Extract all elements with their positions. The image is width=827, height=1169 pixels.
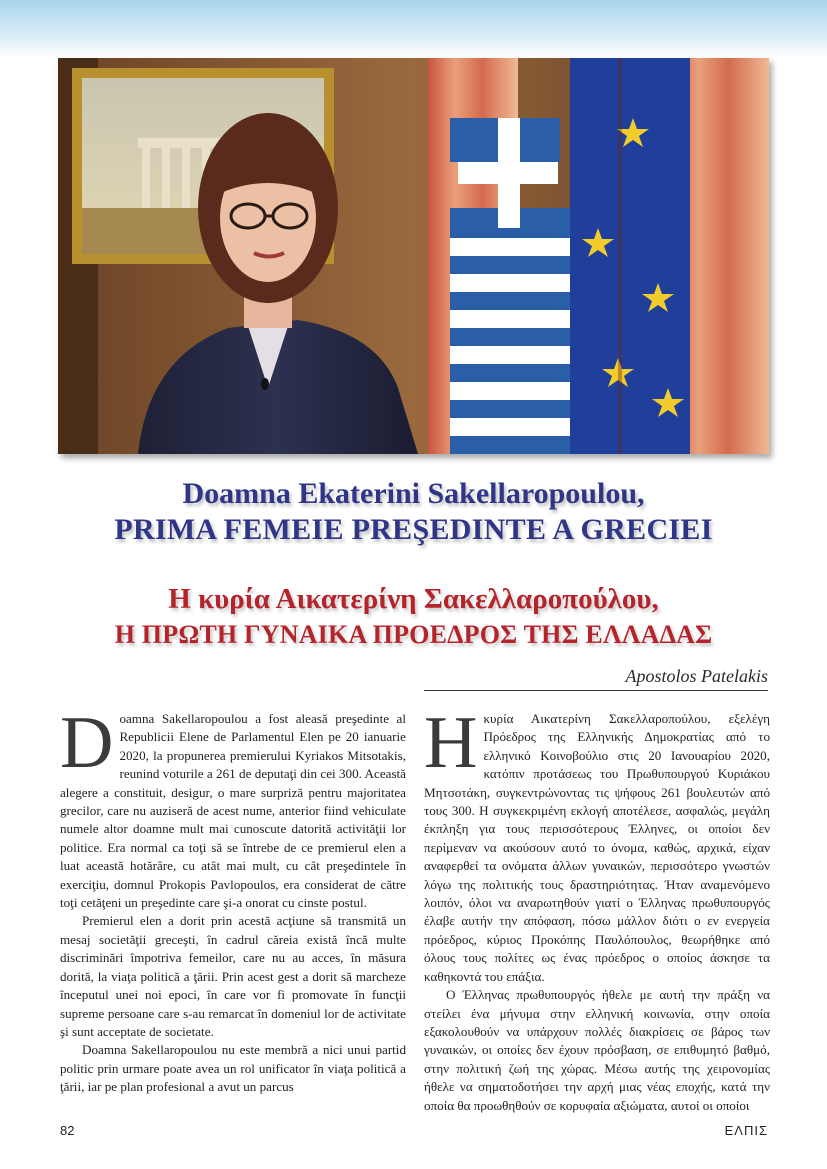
paragraph: κυρία Αικατερίνη Σακελλαροπούλου, εξελέγη Πρόεδρος της Ελληνικής Δημοκρατίας από το ελληνικό Κοινοβούλιο στις 20 Ιανουαρίου 2020, κατόπιν προτάσεως του Πρωθυπουργού Κυριάκου Μητσοτάκη, συγκεντρώνοντας τις ψήφους 261 βουλευτών από τους 300. Η συγκεκριμένη εκλογή αποτέλεσε, ασφαλώς, μεγάλη έκπληξη για τους περισσότερους Έλληνες, οι οποίοι δεν περίμεναν να ακούσουν αυτό το όνομα, καθώς, αρχικά, είχαν αναφερθεί τα ονόματα άλλων γυναικών, περισσότερο γνωστών λόγω της πολιτικής τους δραστηριότητας. Ήταν αναμενόμενο λοιπόν, όλοι να αναρωτηθούν γιατί ο Έλληνας πρωθυπουργός έλαβε αυτήν την απόφαση, πόσω μάλλον διότι ο εν ενεργεία πρόεδρος, κύριος Προκόπης Παυλόπουλος, θεωρήθηκε από όλους τους πολίτες ως ένας πρόεδρος ο οποίος άσκησε τα καθηκοντά του επάξια. (424, 711, 770, 984)
article-column-greek (424, 710, 770, 1115)
paragraph: Premierul elen a dorit prin acestă acţiune să transmită un mesaj societăţii greceşti, în cadrul căreia există încă multe discriminări împotriva femeilor, care nu au acces, în măsura dorită, la viaţa politică a ţării. Prin acest gest a dorit să marcheze începutul unei noi epoci, în care vor fi promovate în funcţii supreme persoane care s-au remarcat în domeniul lor de activitate şi sunt acceptate de societate. (60, 913, 406, 1039)
title-romanian-line1: Doamna Ekaterini Sakellaropoulou, (182, 477, 645, 510)
title-greek-line1: Η κυρία Αικατερίνη Σακελλαροπούλου, (168, 583, 659, 615)
title-greek-line2: Η ΠΡΩΤΗ ΓΥΝΑΙΚΑ ΠΡΟΕΔΡΟΣ ΤΗΣ ΕΛΛΑΔΑΣ (114, 620, 713, 649)
title-romanian (40, 476, 787, 548)
title-romanian-line2: PRIMA FEMEIE PREŞEDINTE A GRECIEI (114, 513, 713, 546)
author-byline: Apostolos Patelakis (424, 666, 768, 691)
header-photo (58, 58, 769, 454)
title-greek (40, 582, 787, 652)
paragraph: Ο Έλληνας πρωθυπουργός ήθελε με αυτή την πράξη να στείλει ένα μήνυμα στην ελληνική κοινωνία, στην οποία εξακολουθούν να υπάρχουν πολλές διακρίσεις σε βάρος των γυναικών, οι οποίες δεν έχουν πρόσβαση, σε επιθυμητό βαθμό, στην πολιτική ζωή της χώρας. Μέσω αυτής της χειρονομίας ήθελε να σηματοδοτήσει την αρχή μιας νέας εποχής, κατά την οποία θα προωθηθούν σε κορυφαία αξιώματα, αυτοί οι οποίοι (424, 987, 770, 1113)
dropcap-romanian: D (60, 710, 114, 784)
page-number: 82 (60, 1123, 75, 1138)
top-color-band (0, 0, 827, 58)
paragraph: Doamna Sakellaropoulou nu este membră a nici unui partid politic prin urmare poate avea un rol unificator în viaţa politică a ţării, iar pe plan profesional a avut un parcus (60, 1042, 406, 1095)
dropcap-greek: Η (424, 710, 478, 784)
journal-name: ΕΛΠΙΣ (724, 1123, 768, 1138)
paragraph: oamna Sakellaropoulou a fost aleasă preşedinte al Republicii Elene de Parlamentul Elen pe 20 ianuarie 2020, la propunerea premierului Kyriakos Mitsotakis, reunind voturile a 261 de deputaţi din cei 300. Această alegere a constituit, desigur, o mare surpriză pentru majoritatea grecilor, care nu auziseră de acest nume, anterior fiind vehiculate numele altor doamne mult mai cunoscute datorită activităţii lor politice. Era normal ca toţi să se întrebe de ce premierul elen a luat această hotărâre, cu atât mai mult, cu cât preşedintele în exerciţiu, domnul Prokopis Pavlopoulos, era considerat de către toţi cetăţeni un preşedinte care şi-a onorat cu cinste postul. (60, 711, 406, 911)
article-column-romanian (60, 710, 406, 1115)
